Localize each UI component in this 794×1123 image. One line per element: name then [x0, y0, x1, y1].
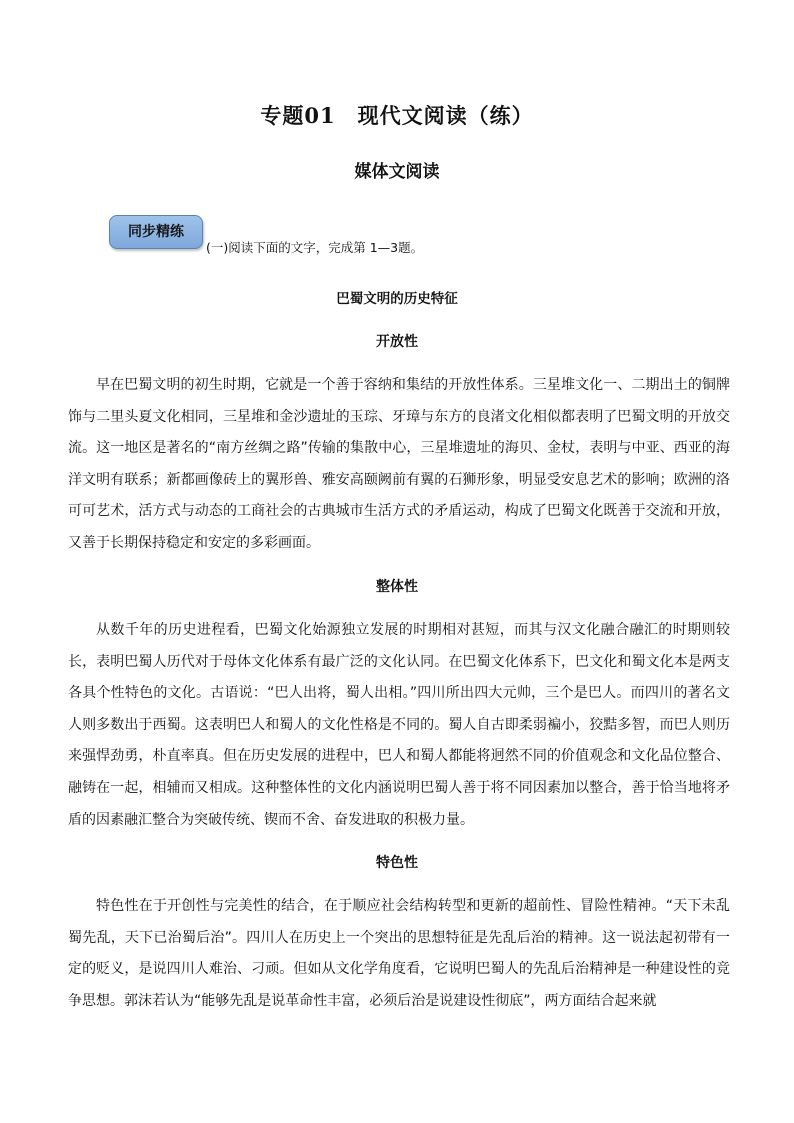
section-heading-integrity: 整体性: [376, 579, 418, 595]
section-heading-distinctiveness: 特色性: [376, 855, 418, 871]
article-title: 巴蜀文明的历史特征: [336, 291, 458, 307]
section-badge: 同步精练: [109, 215, 203, 249]
page-title: 专题01 现代文阅读（练）: [260, 103, 534, 128]
paragraph-distinctiveness: 特色性在于开创性与完美性的结合，在于顺应社会结构转型和更新的超前性、冒险性精神。“天下未乱蜀先乱，天下已治蜀后治”。四川人在历史上一个突出的思想特征是先乱后治的精神。这一说法起初带有一定的贬义，是说四川人难治、刁顽。但如从文化学角度看，它说明巴蜀人的先乱后治精神是一种建设性的竞争思想。郭沫若认为“能够先乱是说革命性丰富，必须后治是说建设性彻底”，两方面结合起来就: [68, 898, 730, 1009]
reading-instruction: (一)阅读下面的文字，完成第 1—3题。: [206, 240, 424, 255]
paragraph-integrity: 从数千年的历史进程看，巴蜀文化始源独立发展的时期相对甚短，而其与汉文化融合融汇的时期则较长，表明巴蜀人历代对于母体文化体系有最广泛的文化认同。在巴蜀文化体系下，巴文化和蜀文化本是两支各具个性特色的文化。古语说：“巴人出将，蜀人出相。”四川所出四大元帅，三个是巴人。而四川的著名文人则多数出于西蜀。这表明巴人和蜀人的文化性格是不同的。蜀人自古即柔弱褊小，狡黠多智，而巴人则历来强悍劲勇，朴直率真。但在历史发展的进程中，巴人和蜀人都能将迥然不同的价值观念和文化品位整合、融铸在一起，相辅而又相成。这种整体性的文化内涵说明巴蜀人善于将不同因素加以整合，善于恰当地将矛盾的因素融汇整合为突破传统、锲而不舍、奋发进取的积极力量。: [68, 622, 730, 828]
page-subtitle: 媒体文阅读: [354, 162, 440, 182]
section-heading-openness: 开放性: [376, 334, 418, 350]
paragraph-openness: 早在巴蜀文明的初生时期，它就是一个善于容纳和集结的开放性体系。三星堆文化一、二期出土的铜牌饰与二里头夏文化相同，三星堆和金沙遗址的玉琮、牙璋与东方的良渚文化相似都表明了巴蜀文明的开放交流。这一地区是著名的“南方丝绸之路”传输的集散中心，三星堆遗址的海贝、金杖，表明与中亚、西亚的海洋文明有联系；新都画像砖上的翼形兽、雅安高颐阙前有翼的石狮形象，明显受安息艺术的影响；欧洲的洛可可艺术，活方式与动态的工商社会的古典城市生活方式的矛盾运动，构成了巴蜀文化既善于交流和开放，又善于长期保持稳定和安定的多彩画面。: [68, 377, 730, 551]
